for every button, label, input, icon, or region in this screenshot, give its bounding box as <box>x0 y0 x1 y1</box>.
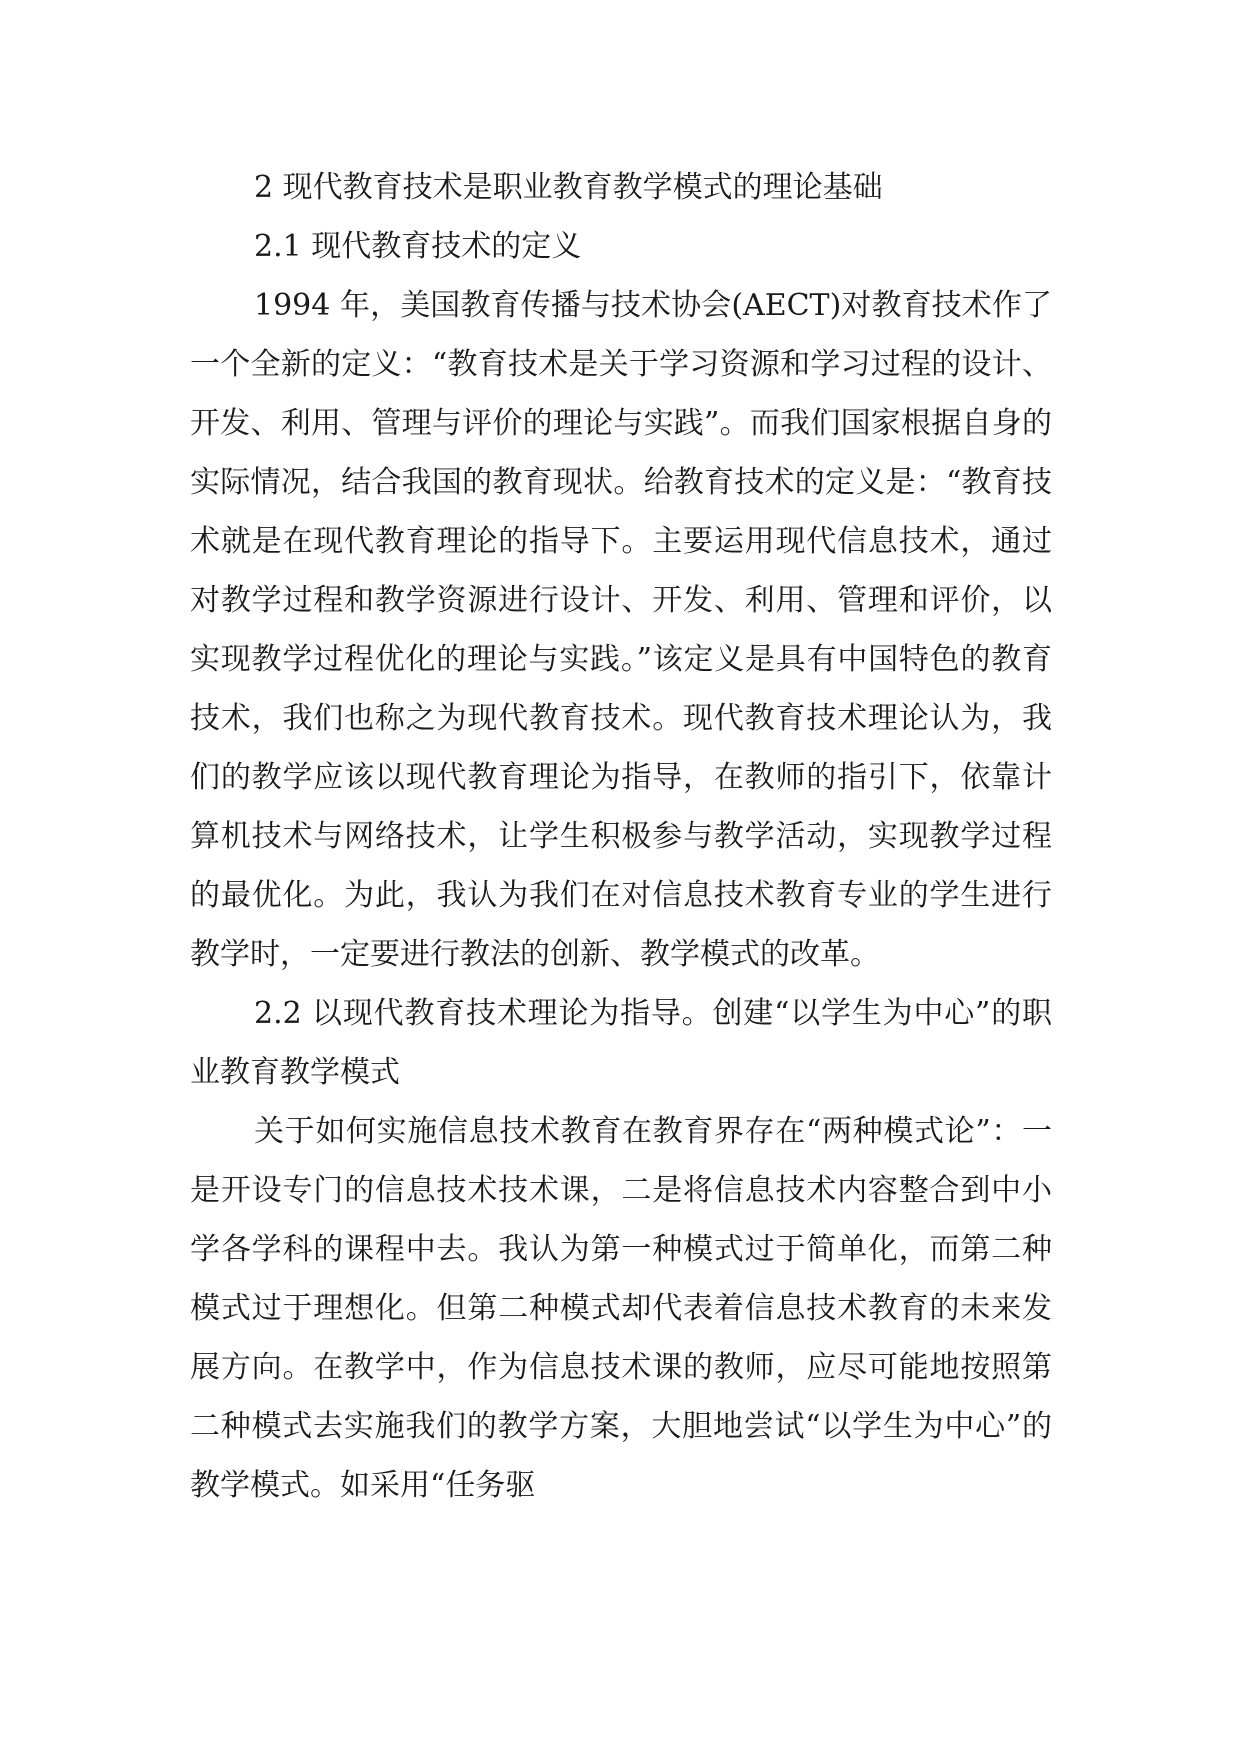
subsection-heading-2-2: 2.2 以现代教育技术理论为指导。创建“以学生为中心”的职业教育教学模式 <box>190 996 1052 1090</box>
section-heading-2: 2 现代教育技术是职业教育教学模式的理论基础 <box>254 170 883 205</box>
subsection-heading-2-1: 2.1 现代教育技术的定义 <box>254 229 582 264</box>
paragraph-two-models: 关于如何实施信息技术教育在教育界存在“两种模式论”：一是开设专门的信息技术技术课，二是将信息技术内容整合到中小学各学科的课程中去。我认为第一种模式过于简单化，而第二种模式过于理想化。但第二种模式却代表着信息技术教育的未来发展方向。在教学中，作为信息技术课的教师，应尽可能地按照第二种模式去实施我们的教学方案，大胆地尝试“以学生为中心”的教学模式。如采用“任务驱 <box>190 1114 1052 1503</box>
document-body <box>190 158 1052 1515</box>
paragraph-definition: 1994 年，美国教育传播与技术协会(AECT)对教育技术作了一个全新的定义：“教育技术是关于学习资源和学习过程的设计、开发、利用、管理与评价的理论与实践”。而我们国家根据自身的实际情况，结合我国的教育现状。给教育技术的定义是：“教育技术就是在现代教育理论的指导下。主要运用现代信息技术，通过对教学过程和教学资源进行设计、开发、利用、管理和评价，以实现教学过程优化的理论与实践。”该定义是具有中国特色的教育技术，我们也称之为现代教育技术。现代教育技术理论认为，我们的教学应该以现代教育理论为指导，在教师的指引下，依靠计算机技术与网络技术，让学生积极参与教学活动，实现教学过程的最优化。为此，我认为我们在对信息技术教育专业的学生进行教学时，一定要进行教法的创新、教学模式的改革。 <box>190 288 1052 972</box>
